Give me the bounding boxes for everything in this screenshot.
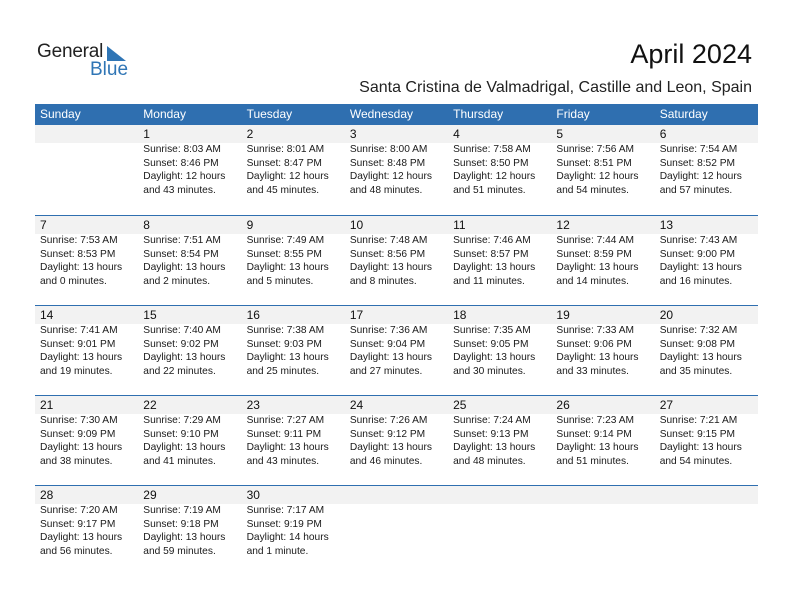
day-number: 7 — [40, 218, 47, 232]
day-cell — [551, 306, 654, 378]
calendar — [35, 104, 758, 575]
sunrise-text: Sunrise: 7:26 AM — [349, 415, 428, 426]
sunrise-text: Sunrise: 7:19 AM — [143, 505, 221, 516]
daylight-text: Daylight: 13 hours — [659, 442, 742, 454]
day-cell — [345, 125, 448, 197]
day-number: 20 — [659, 308, 674, 322]
day-cell — [551, 125, 654, 197]
sunrise-text: Sunrise: 7:35 AM — [453, 325, 531, 336]
empty-day-cell — [551, 486, 654, 558]
daylight-text: Daylight: 13 hours — [40, 442, 123, 454]
day-cell — [448, 306, 551, 378]
day-cell — [138, 486, 241, 558]
day-cell — [138, 306, 241, 378]
logo-text-general: General — [37, 41, 104, 62]
day-number: 27 — [659, 398, 674, 412]
daylight-text: and 35 minutes. — [659, 365, 733, 377]
sunset-text: Sunset: 9:14 PM — [556, 428, 632, 440]
sunset-text: Sunset: 8:55 PM — [246, 248, 322, 260]
sunrise-text: Sunrise: 7:21 AM — [659, 415, 738, 426]
sunset-text: Sunset: 8:50 PM — [453, 157, 529, 169]
day-cell — [242, 306, 345, 378]
daylight-text: Daylight: 12 hours — [143, 171, 226, 183]
weekday-friday: Friday — [556, 107, 590, 121]
daylight-text: and 25 minutes. — [246, 365, 320, 377]
day-number: 18 — [453, 308, 467, 322]
sunset-text: Sunset: 9:03 PM — [246, 338, 322, 350]
sunset-text: Sunset: 8:54 PM — [143, 248, 219, 260]
logo — [37, 41, 137, 81]
daylight-text: Daylight: 14 hours — [246, 532, 329, 544]
daylight-text: Daylight: 12 hours — [659, 171, 742, 183]
sunset-text: Sunset: 9:15 PM — [659, 428, 736, 440]
day-cell — [242, 216, 345, 288]
sunrise-text: Sunrise: 7:20 AM — [40, 505, 118, 516]
daylight-text: Daylight: 13 hours — [40, 532, 123, 544]
day-cell — [551, 396, 654, 468]
sunset-text: Sunset: 9:13 PM — [453, 428, 529, 440]
sunrise-text: Sunrise: 7:53 AM — [40, 235, 118, 246]
sunrise-text: Sunrise: 7:29 AM — [143, 415, 221, 426]
weekday-wednesday: Wednesday — [349, 107, 413, 121]
day-cell — [448, 396, 551, 468]
day-cell — [551, 216, 654, 288]
sunset-text: Sunset: 9:19 PM — [246, 518, 322, 530]
calendar-body — [35, 125, 758, 575]
calendar-week-row — [35, 305, 758, 395]
daylight-text: Daylight: 12 hours — [246, 171, 329, 183]
empty-day-cell — [35, 125, 138, 197]
daylight-text: and 22 minutes. — [143, 365, 216, 377]
sunset-text: Sunset: 8:46 PM — [143, 157, 219, 169]
day-number: 8 — [143, 218, 150, 232]
daylight-text: and 14 minutes. — [556, 275, 629, 287]
day-number: 26 — [556, 398, 570, 412]
empty-day-cell — [448, 486, 551, 558]
sunset-text: Sunset: 9:05 PM — [453, 338, 529, 350]
sunset-text: Sunset: 8:52 PM — [659, 157, 736, 169]
sunrise-text: Sunrise: 7:44 AM — [556, 235, 634, 246]
weekday-thursday: Thursday — [453, 107, 504, 121]
day-cell — [655, 396, 758, 468]
day-number: 1 — [143, 127, 150, 141]
sunrise-text: Sunrise: 8:00 AM — [349, 144, 428, 155]
day-number: 5 — [556, 127, 564, 141]
day-number: 3 — [349, 127, 357, 141]
sunset-text: Sunset: 9:01 PM — [40, 338, 116, 350]
daylight-text: and 46 minutes. — [349, 455, 423, 467]
daylight-text: and 38 minutes. — [40, 455, 113, 467]
calendar-week-row — [35, 125, 758, 215]
sunrise-text: Sunrise: 7:51 AM — [143, 235, 221, 246]
day-number: 15 — [143, 308, 157, 322]
sunrise-text: Sunrise: 7:56 AM — [556, 144, 634, 155]
day-cell — [655, 216, 758, 288]
daylight-text: and 2 minutes. — [143, 275, 211, 287]
daylight-text: Daylight: 12 hours — [556, 171, 639, 183]
daylight-text: and 27 minutes. — [349, 365, 423, 377]
sunrise-text: Sunrise: 7:41 AM — [40, 325, 118, 336]
day-number: 17 — [349, 308, 364, 322]
empty-day-cell — [655, 486, 758, 558]
daylight-text: Daylight: 13 hours — [453, 352, 536, 364]
daylight-text: Daylight: 13 hours — [556, 442, 639, 454]
day-cell — [35, 216, 138, 288]
weekday-monday: Monday — [143, 107, 186, 121]
sunset-text: Sunset: 8:51 PM — [556, 157, 632, 169]
sunrise-text: Sunrise: 7:27 AM — [246, 415, 325, 426]
sunset-text: Sunset: 9:18 PM — [143, 518, 219, 530]
daylight-text: and 54 minutes. — [659, 455, 733, 467]
sunrise-text: Sunrise: 7:17 AM — [246, 505, 325, 516]
daylight-text: and 48 minutes. — [349, 184, 423, 196]
daylight-text: Daylight: 12 hours — [453, 171, 536, 183]
day-number: 6 — [659, 127, 667, 141]
day-number: 29 — [143, 488, 157, 502]
sunset-text: Sunset: 9:06 PM — [556, 338, 632, 350]
sunrise-text: Sunrise: 7:36 AM — [349, 325, 428, 336]
daylight-text: Daylight: 13 hours — [143, 442, 226, 454]
sunset-text: Sunset: 9:00 PM — [659, 248, 736, 260]
sunset-text: Sunset: 9:10 PM — [143, 428, 219, 440]
sunrise-text: Sunrise: 7:33 AM — [556, 325, 634, 336]
sunset-text: Sunset: 8:59 PM — [556, 248, 632, 260]
daylight-text: Daylight: 13 hours — [659, 352, 742, 364]
day-number: 4 — [453, 127, 460, 141]
day-cell — [138, 216, 241, 288]
sunset-text: Sunset: 9:17 PM — [40, 518, 116, 530]
sunset-text: Sunset: 8:48 PM — [349, 157, 426, 169]
day-cell — [138, 125, 241, 197]
day-number: 30 — [246, 488, 260, 502]
day-number: 21 — [40, 398, 54, 412]
day-number: 19 — [556, 308, 570, 322]
daylight-text: and 0 minutes. — [40, 275, 107, 287]
day-cell — [345, 306, 448, 378]
sunset-text: Sunset: 8:53 PM — [40, 248, 116, 260]
daylight-text: and 54 minutes. — [556, 184, 629, 196]
sunset-text: Sunset: 8:47 PM — [246, 157, 322, 169]
sunset-text: Sunset: 9:11 PM — [246, 428, 322, 440]
daylight-text: and 59 minutes. — [143, 545, 216, 557]
day-number: 16 — [246, 308, 260, 322]
logo-text-blue: Blue — [90, 59, 129, 80]
sunset-text: Sunset: 8:56 PM — [349, 248, 426, 260]
daylight-text: and 41 minutes. — [143, 455, 216, 467]
sunset-text: Sunset: 8:57 PM — [453, 248, 529, 260]
day-cell — [345, 396, 448, 468]
daylight-text: and 48 minutes. — [453, 455, 526, 467]
day-number: 10 — [349, 218, 364, 232]
sunrise-text: Sunrise: 7:24 AM — [453, 415, 531, 426]
calendar-week-row — [35, 485, 758, 575]
daylight-text: and 43 minutes. — [246, 455, 320, 467]
daylight-text: and 45 minutes. — [246, 184, 320, 196]
sunrise-text: Sunrise: 7:54 AM — [659, 144, 738, 155]
sunrise-text: Sunrise: 7:43 AM — [659, 235, 738, 246]
sunset-text: Sunset: 9:08 PM — [659, 338, 736, 350]
sunset-text: Sunset: 9:12 PM — [349, 428, 426, 440]
daylight-text: and 51 minutes. — [556, 455, 629, 467]
sunrise-text: Sunrise: 7:48 AM — [349, 235, 428, 246]
daylight-text: and 11 minutes. — [453, 275, 525, 287]
sunset-text: Sunset: 9:02 PM — [143, 338, 219, 350]
day-number: 9 — [246, 218, 254, 232]
sunrise-text: Sunrise: 7:58 AM — [453, 144, 531, 155]
day-number: 11 — [453, 218, 466, 232]
day-number: 14 — [40, 308, 54, 322]
daylight-text: Daylight: 13 hours — [143, 352, 226, 364]
day-number: 25 — [453, 398, 467, 412]
sunrise-text: Sunrise: 7:32 AM — [659, 325, 738, 336]
day-number: 12 — [556, 218, 570, 232]
sunrise-text: Sunrise: 8:01 AM — [246, 144, 325, 155]
daylight-text: and 56 minutes. — [40, 545, 113, 557]
daylight-text: and 5 minutes. — [246, 275, 314, 287]
daylight-text: and 57 minutes. — [659, 184, 733, 196]
daylight-text: Daylight: 12 hours — [349, 171, 432, 183]
daylight-text: Daylight: 13 hours — [143, 532, 226, 544]
daylight-text: Daylight: 13 hours — [246, 262, 329, 274]
daylight-text: Daylight: 13 hours — [246, 442, 329, 454]
page-title: April 2024 — [630, 39, 752, 69]
empty-day-cell — [345, 486, 448, 558]
daylight-text: Daylight: 13 hours — [659, 262, 742, 274]
daylight-text: and 8 minutes. — [349, 275, 417, 287]
location-subtitle: Santa Cristina de Valmadrigal, Castille and Leon, Spain — [359, 79, 752, 96]
day-cell — [35, 396, 138, 468]
daylight-text: and 33 minutes. — [556, 365, 629, 377]
sunset-text: Sunset: 9:09 PM — [40, 428, 116, 440]
day-cell — [242, 396, 345, 468]
daylight-text: Daylight: 13 hours — [556, 262, 639, 274]
day-number: 24 — [349, 398, 364, 412]
day-cell — [655, 306, 758, 378]
daylight-text: Daylight: 13 hours — [143, 262, 226, 274]
day-number: 13 — [659, 218, 674, 232]
day-cell — [242, 125, 345, 197]
sunrise-text: Sunrise: 7:46 AM — [453, 235, 531, 246]
daylight-text: Daylight: 13 hours — [556, 352, 639, 364]
daylight-text: and 19 minutes. — [40, 365, 113, 377]
daylight-text: Daylight: 13 hours — [453, 442, 536, 454]
weekday-saturday: Saturday — [659, 107, 708, 121]
sunrise-text: Sunrise: 7:23 AM — [556, 415, 634, 426]
day-cell — [138, 396, 241, 468]
daylight-text: Daylight: 13 hours — [349, 352, 432, 364]
daylight-text: Daylight: 13 hours — [40, 262, 123, 274]
sunrise-text: Sunrise: 7:49 AM — [246, 235, 325, 246]
day-cell — [448, 216, 551, 288]
calendar-week-row — [35, 215, 758, 305]
daylight-text: and 1 minute. — [246, 545, 309, 557]
day-cell — [448, 125, 551, 197]
day-number: 23 — [246, 398, 260, 412]
day-number: 2 — [246, 127, 254, 141]
day-number: 22 — [143, 398, 157, 412]
sunrise-text: Sunrise: 7:38 AM — [246, 325, 325, 336]
day-cell — [242, 486, 345, 558]
weekday-header — [35, 104, 758, 125]
day-cell — [655, 125, 758, 197]
daylight-text: Daylight: 13 hours — [453, 262, 536, 274]
daylight-text: and 51 minutes. — [453, 184, 526, 196]
day-cell — [35, 486, 138, 558]
sunrise-text: Sunrise: 8:03 AM — [143, 144, 221, 155]
daylight-text: Daylight: 13 hours — [246, 352, 329, 364]
weekday-sunday: Sunday — [40, 107, 81, 121]
calendar-week-row — [35, 395, 758, 485]
sunrise-text: Sunrise: 7:30 AM — [40, 415, 118, 426]
daylight-text: Daylight: 13 hours — [349, 442, 432, 454]
sunset-text: Sunset: 9:04 PM — [349, 338, 426, 350]
day-cell — [35, 306, 138, 378]
weekday-tuesday: Tuesday — [246, 107, 293, 121]
day-number: 28 — [40, 488, 54, 502]
day-cell — [345, 216, 448, 288]
sunrise-text: Sunrise: 7:40 AM — [143, 325, 221, 336]
daylight-text: and 16 minutes. — [659, 275, 733, 287]
daylight-text: Daylight: 13 hours — [349, 262, 432, 274]
daylight-text: and 30 minutes. — [453, 365, 526, 377]
daylight-text: Daylight: 13 hours — [40, 352, 123, 364]
daylight-text: and 43 minutes. — [143, 184, 216, 196]
